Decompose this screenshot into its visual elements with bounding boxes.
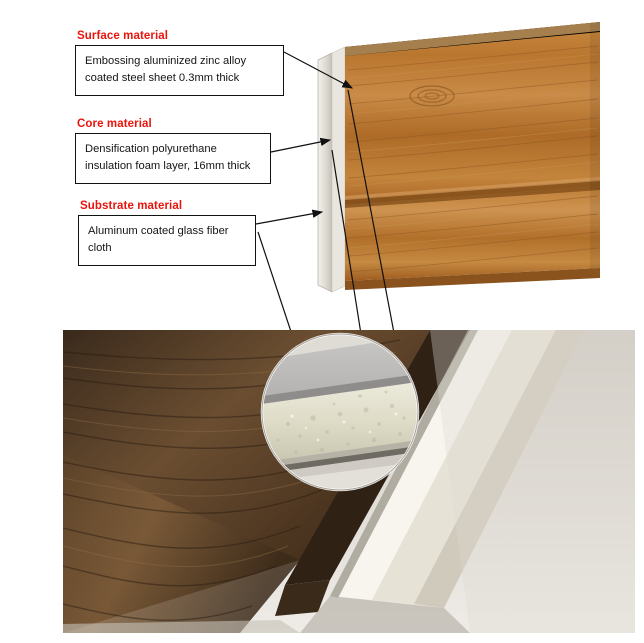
callout-substrate-material [78,200,256,266]
callout-surface-title: Surface material [77,30,169,42]
callout-substrate-line-1: Aluminum coated glass fiber [88,225,229,237]
callout-surface-line-1: Embossing aluminized zinc alloy [85,55,247,67]
callout-core-material [75,118,271,184]
callout-core-title: Core material [77,118,152,130]
callout-core-line-1: Densification polyurethane [85,143,217,155]
callout-surface-line-2: coated steel sheet 0.3mm thick [85,72,240,84]
callout-core-line-2: insulation foam layer, 16mm thick [85,160,251,172]
callout-substrate-title: Substrate material [80,200,183,212]
callout-substrate-box [78,215,256,266]
callout-surface-material [75,30,284,96]
callout-substrate-line-2: cloth [88,242,112,254]
callout-surface-box [75,45,284,96]
callout-core-box [75,133,271,184]
